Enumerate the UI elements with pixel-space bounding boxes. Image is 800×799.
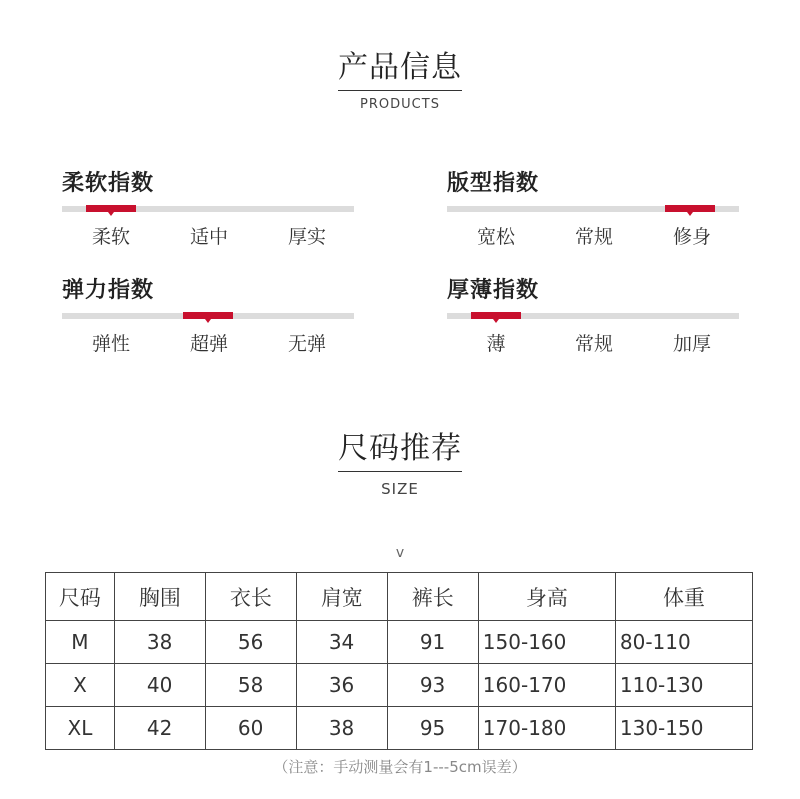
softness-options [62,222,356,249]
table-header-cell: 胸围 [114,573,205,621]
elasticity-track [62,313,354,319]
table-header-cell: 裤长 [387,573,478,621]
elasticity-options [62,329,356,356]
thickness-option: 常规 [574,333,613,355]
table-cell: 42 [114,707,205,750]
thickness-option: 加厚 [672,333,711,355]
table-cell: M [46,621,115,664]
fit-track [447,206,739,212]
table-header-cell: 肩宽 [296,573,387,621]
table-header-cell: 体重 [615,573,752,621]
table-header-cell: 尺码 [46,573,115,621]
table-cell: 40 [114,664,205,707]
table-cell: 34 [296,621,387,664]
table-cell: 95 [387,707,478,750]
size-table [45,572,753,750]
table-row [46,621,753,664]
softness-option: 厚实 [287,226,326,248]
thickness-index [447,273,741,355]
elasticity-label: 弹力指数 [62,278,155,303]
size-section-title [0,423,800,498]
fit-option: 宽松 [476,226,515,248]
size-title: 尺码推荐 [338,431,462,466]
table-cell: 170-180 [478,707,615,750]
table-cell: 58 [205,664,296,707]
table-cell: 160-170 [478,664,615,707]
fit-option: 修身 [672,226,711,248]
table-cell: X [46,664,115,707]
thickness-marker [471,312,521,319]
title-underline [338,471,462,472]
elasticity-option: 超弹 [189,333,228,355]
thickness-options [447,329,741,356]
table-cell: 60 [205,707,296,750]
title-underline [338,90,462,91]
fit-options [447,222,741,249]
table-row [46,707,753,750]
thickness-track [447,313,739,319]
softness-label: 柔软指数 [62,171,155,196]
table-row [46,664,753,707]
softness-option: 柔软 [91,226,130,248]
table-cell: 56 [205,621,296,664]
table-cell: 36 [296,664,387,707]
table-header-row [46,573,753,621]
thickness-option: 薄 [486,333,506,355]
products-title: 产品信息 [338,50,462,85]
fit-marker [665,205,715,212]
small-v-mark: v [395,545,405,561]
table-header-cell: 衣长 [205,573,296,621]
elasticity-marker [183,312,233,319]
table-cell: 38 [114,621,205,664]
table-cell: 150-160 [478,621,615,664]
softness-option: 适中 [189,226,228,248]
table-header-cell: 身高 [478,573,615,621]
softness-track [62,206,354,212]
size-subtitle: SIZE [381,480,419,498]
table-cell: 80-110 [615,621,752,664]
elasticity-option: 弹性 [91,333,130,355]
elasticity-option: 无弹 [287,333,326,355]
softness-marker [86,205,136,212]
softness-index [62,166,356,248]
table-cell: 38 [296,707,387,750]
products-subtitle: PRODUCTS [360,97,440,112]
table-cell: XL [46,707,115,750]
table-cell: 91 [387,621,478,664]
fit-index [447,166,741,248]
fit-label: 版型指数 [447,171,540,196]
fit-option: 常规 [574,226,613,248]
table-cell: 93 [387,664,478,707]
table-cell: 130-150 [615,707,752,750]
thickness-label: 厚薄指数 [447,278,540,303]
products-section-title [0,42,800,112]
measurement-note: （注意：手动测量会有1---5cm误差） [273,758,527,776]
table-cell: 110-130 [615,664,752,707]
elasticity-index [62,273,356,355]
